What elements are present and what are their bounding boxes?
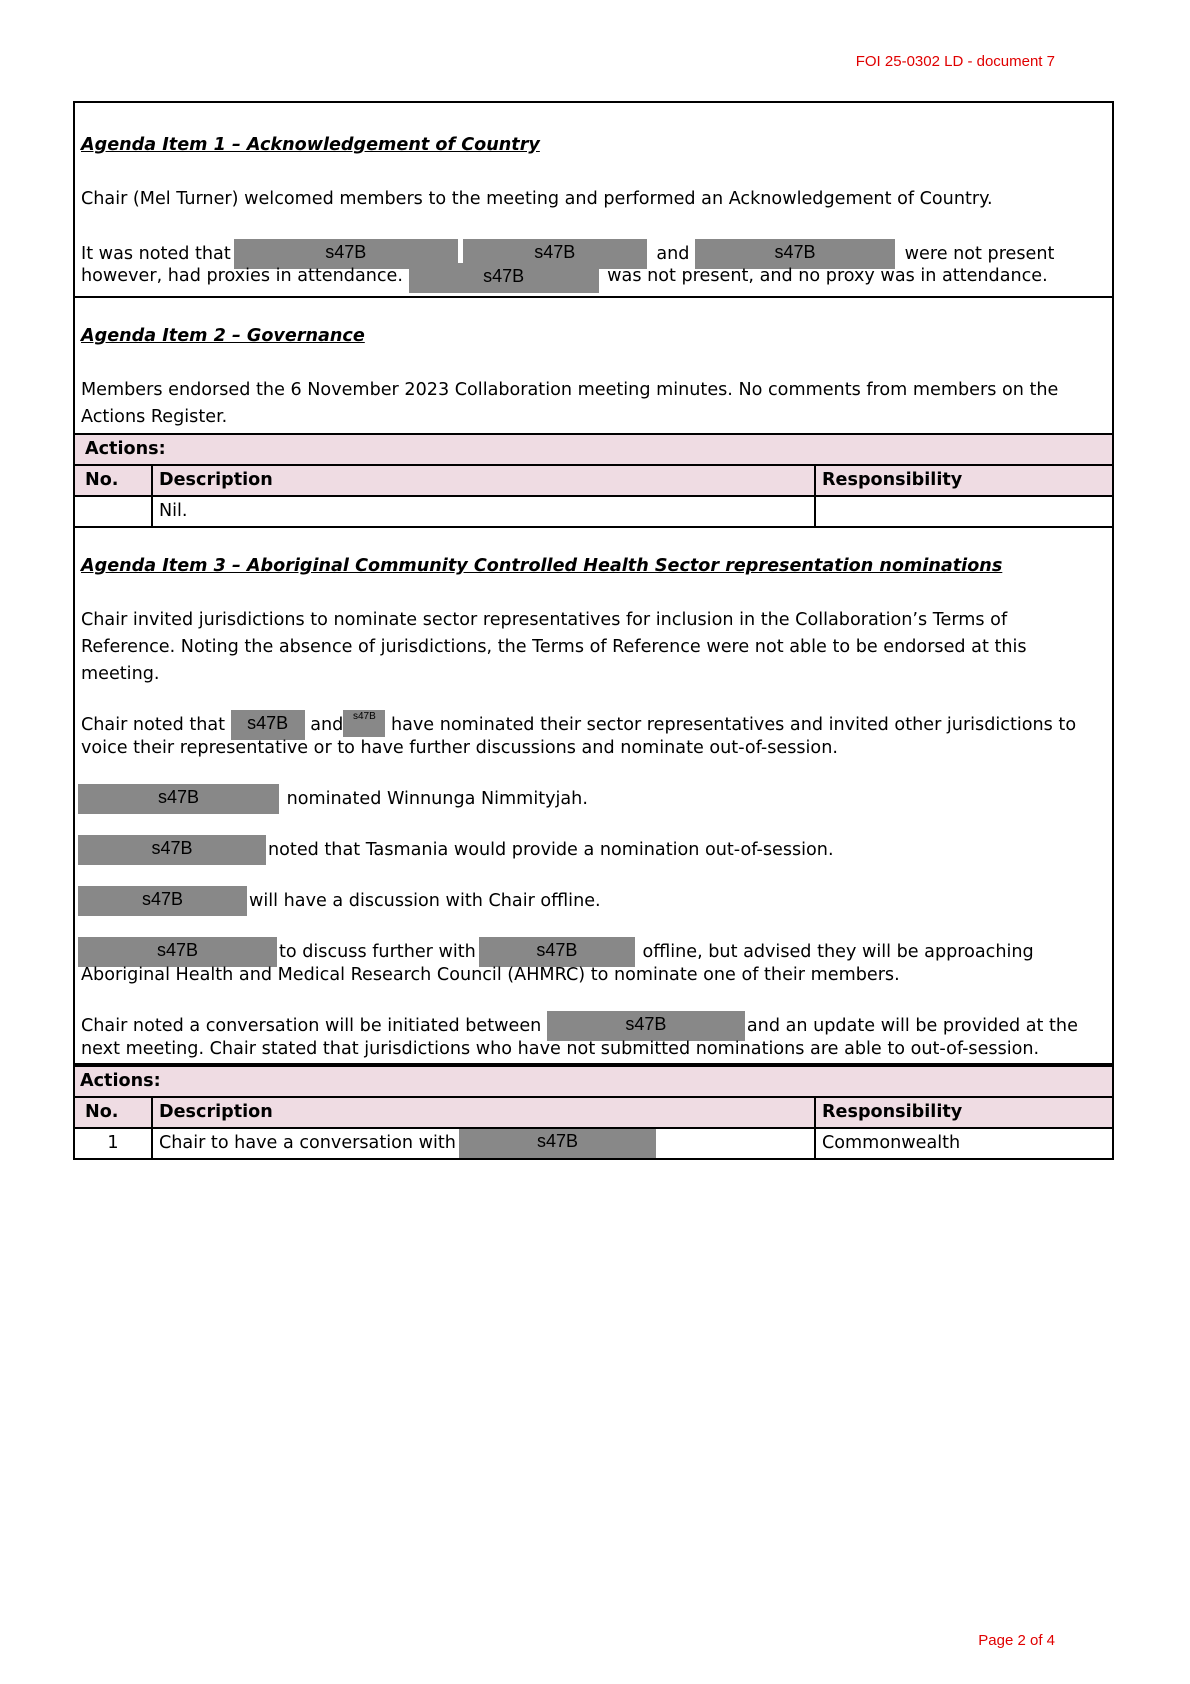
table-row <box>74 496 1113 527</box>
text: was not present, and no proxy was in attendance. <box>607 266 1048 286</box>
agenda-item-3-actions-table <box>73 1098 1114 1160</box>
column-header-responsibility: Responsibility <box>815 1098 1113 1128</box>
agenda-item-3-heading: Agenda Item 3 – Aboriginal Community Controlled Health Sector representation nominations <box>81 556 1003 576</box>
agenda-item-2-heading: Agenda Item 2 – Governance <box>81 326 365 346</box>
redaction-box: s47B <box>78 835 266 865</box>
agenda-item-3-para5 <box>78 886 1106 916</box>
agenda-item-3 <box>73 528 1114 1065</box>
redaction-box: s47B <box>479 937 635 967</box>
text: Chair to have a conversation with <box>159 1133 456 1153</box>
text: were not present <box>904 244 1055 264</box>
redaction-box: s47B <box>459 1129 656 1158</box>
redaction-box: s47B <box>234 239 458 269</box>
agenda-item-3-para2-line2: voice their representative or to have further discussions and nominate out-of-session. <box>81 738 838 758</box>
text: Chair noted a conversation will be initiated between <box>81 1016 542 1036</box>
cell-responsibility <box>815 496 1113 527</box>
agenda-item-2-text-line1: Members endorsed the 6 November 2023 Collaboration meeting minutes. No comments from members on the <box>81 380 1059 400</box>
table-header-row <box>74 1098 1113 1128</box>
redaction-box: s47B <box>343 710 385 737</box>
agenda-item-1-heading: Agenda Item 1 – Acknowledgement of Country <box>81 135 540 155</box>
text: however, had proxies in attendance. <box>81 266 403 286</box>
text: will have a discussion with Chair offline. <box>249 891 601 911</box>
redaction-box: s47B <box>547 1011 745 1041</box>
text: and <box>310 715 344 735</box>
minutes-table <box>73 101 1114 1160</box>
redaction-box: s47B <box>695 239 895 269</box>
document-reference: FOI 25-0302 LD - document 7 <box>855 53 1055 70</box>
agenda-item-3-para1-line3: meeting. <box>81 664 160 684</box>
redaction-box: s47B <box>78 886 247 916</box>
cell-responsibility: Commonwealth <box>815 1128 1113 1159</box>
table-row <box>74 1128 1113 1159</box>
cell-no <box>74 496 152 527</box>
text: noted that Tasmania would provide a nomination out-of-session. <box>268 840 834 860</box>
redaction-box: s47B <box>78 784 279 814</box>
text: have nominated their sector representatives and invited other jurisdictions to <box>390 715 1077 735</box>
agenda-item-1-welcome: Chair (Mel Turner) welcomed members to the meeting and performed an Acknowledgement of Country. <box>81 189 993 209</box>
agenda-item-2 <box>73 298 1114 435</box>
column-header-description: Description <box>152 466 815 496</box>
page-number: Page 2 of 4 <box>978 1632 1055 1649</box>
agenda-item-1 <box>73 101 1114 298</box>
cell-description: Nil. <box>152 496 815 527</box>
redaction-box: s47B <box>78 937 277 967</box>
redaction-box: s47B <box>409 263 599 293</box>
agenda-item-3-para1-line1: Chair invited jurisdictions to nominate sector representatives for inclusion in the Collaboration’s Terms of <box>81 610 1008 630</box>
redaction-box: s47B <box>231 710 305 740</box>
cell-no: 1 <box>74 1128 152 1159</box>
column-header-responsibility: Responsibility <box>815 466 1113 496</box>
column-header-no: No. <box>74 1098 152 1128</box>
agenda-item-2-actions-label: Actions: <box>73 435 1114 466</box>
cell-description <box>152 1128 815 1159</box>
text: to discuss further with <box>279 942 476 962</box>
column-header-description: Description <box>152 1098 815 1128</box>
text: and <box>656 244 690 264</box>
agenda-item-3-actions-label: Actions: <box>73 1065 1114 1098</box>
table-header-row <box>74 466 1113 496</box>
agenda-item-3-para7-line2: next meeting. Chair stated that jurisdictions who have not submitted nominations are able to out-of-session. <box>81 1039 1040 1059</box>
agenda-item-3-para1-line2: Reference. Noting the absence of jurisdictions, the Terms of Reference were not able to be endorsed at this <box>81 637 1027 657</box>
redaction-box: s47B <box>463 239 647 269</box>
column-header-no: No. <box>74 466 152 496</box>
text: nominated Winnunga Nimmityjah. <box>286 789 588 809</box>
agenda-item-3-para4 <box>78 835 1106 865</box>
text: It was noted that <box>81 244 231 264</box>
text: and an update will be provided at the <box>746 1016 1078 1036</box>
agenda-item-3-para6-line2: Aboriginal Health and Medical Research Council (AHMRC) to nominate one of their members. <box>81 965 900 985</box>
agenda-item-2-actions-table <box>73 466 1114 528</box>
agenda-item-3-para3 <box>78 784 1106 814</box>
agenda-item-1-attendance-line2 <box>81 263 1106 293</box>
text: offline, but advised they will be approaching <box>642 942 1034 962</box>
text: Chair noted that <box>81 715 226 735</box>
agenda-item-2-text-line2: Actions Register. <box>81 407 228 427</box>
